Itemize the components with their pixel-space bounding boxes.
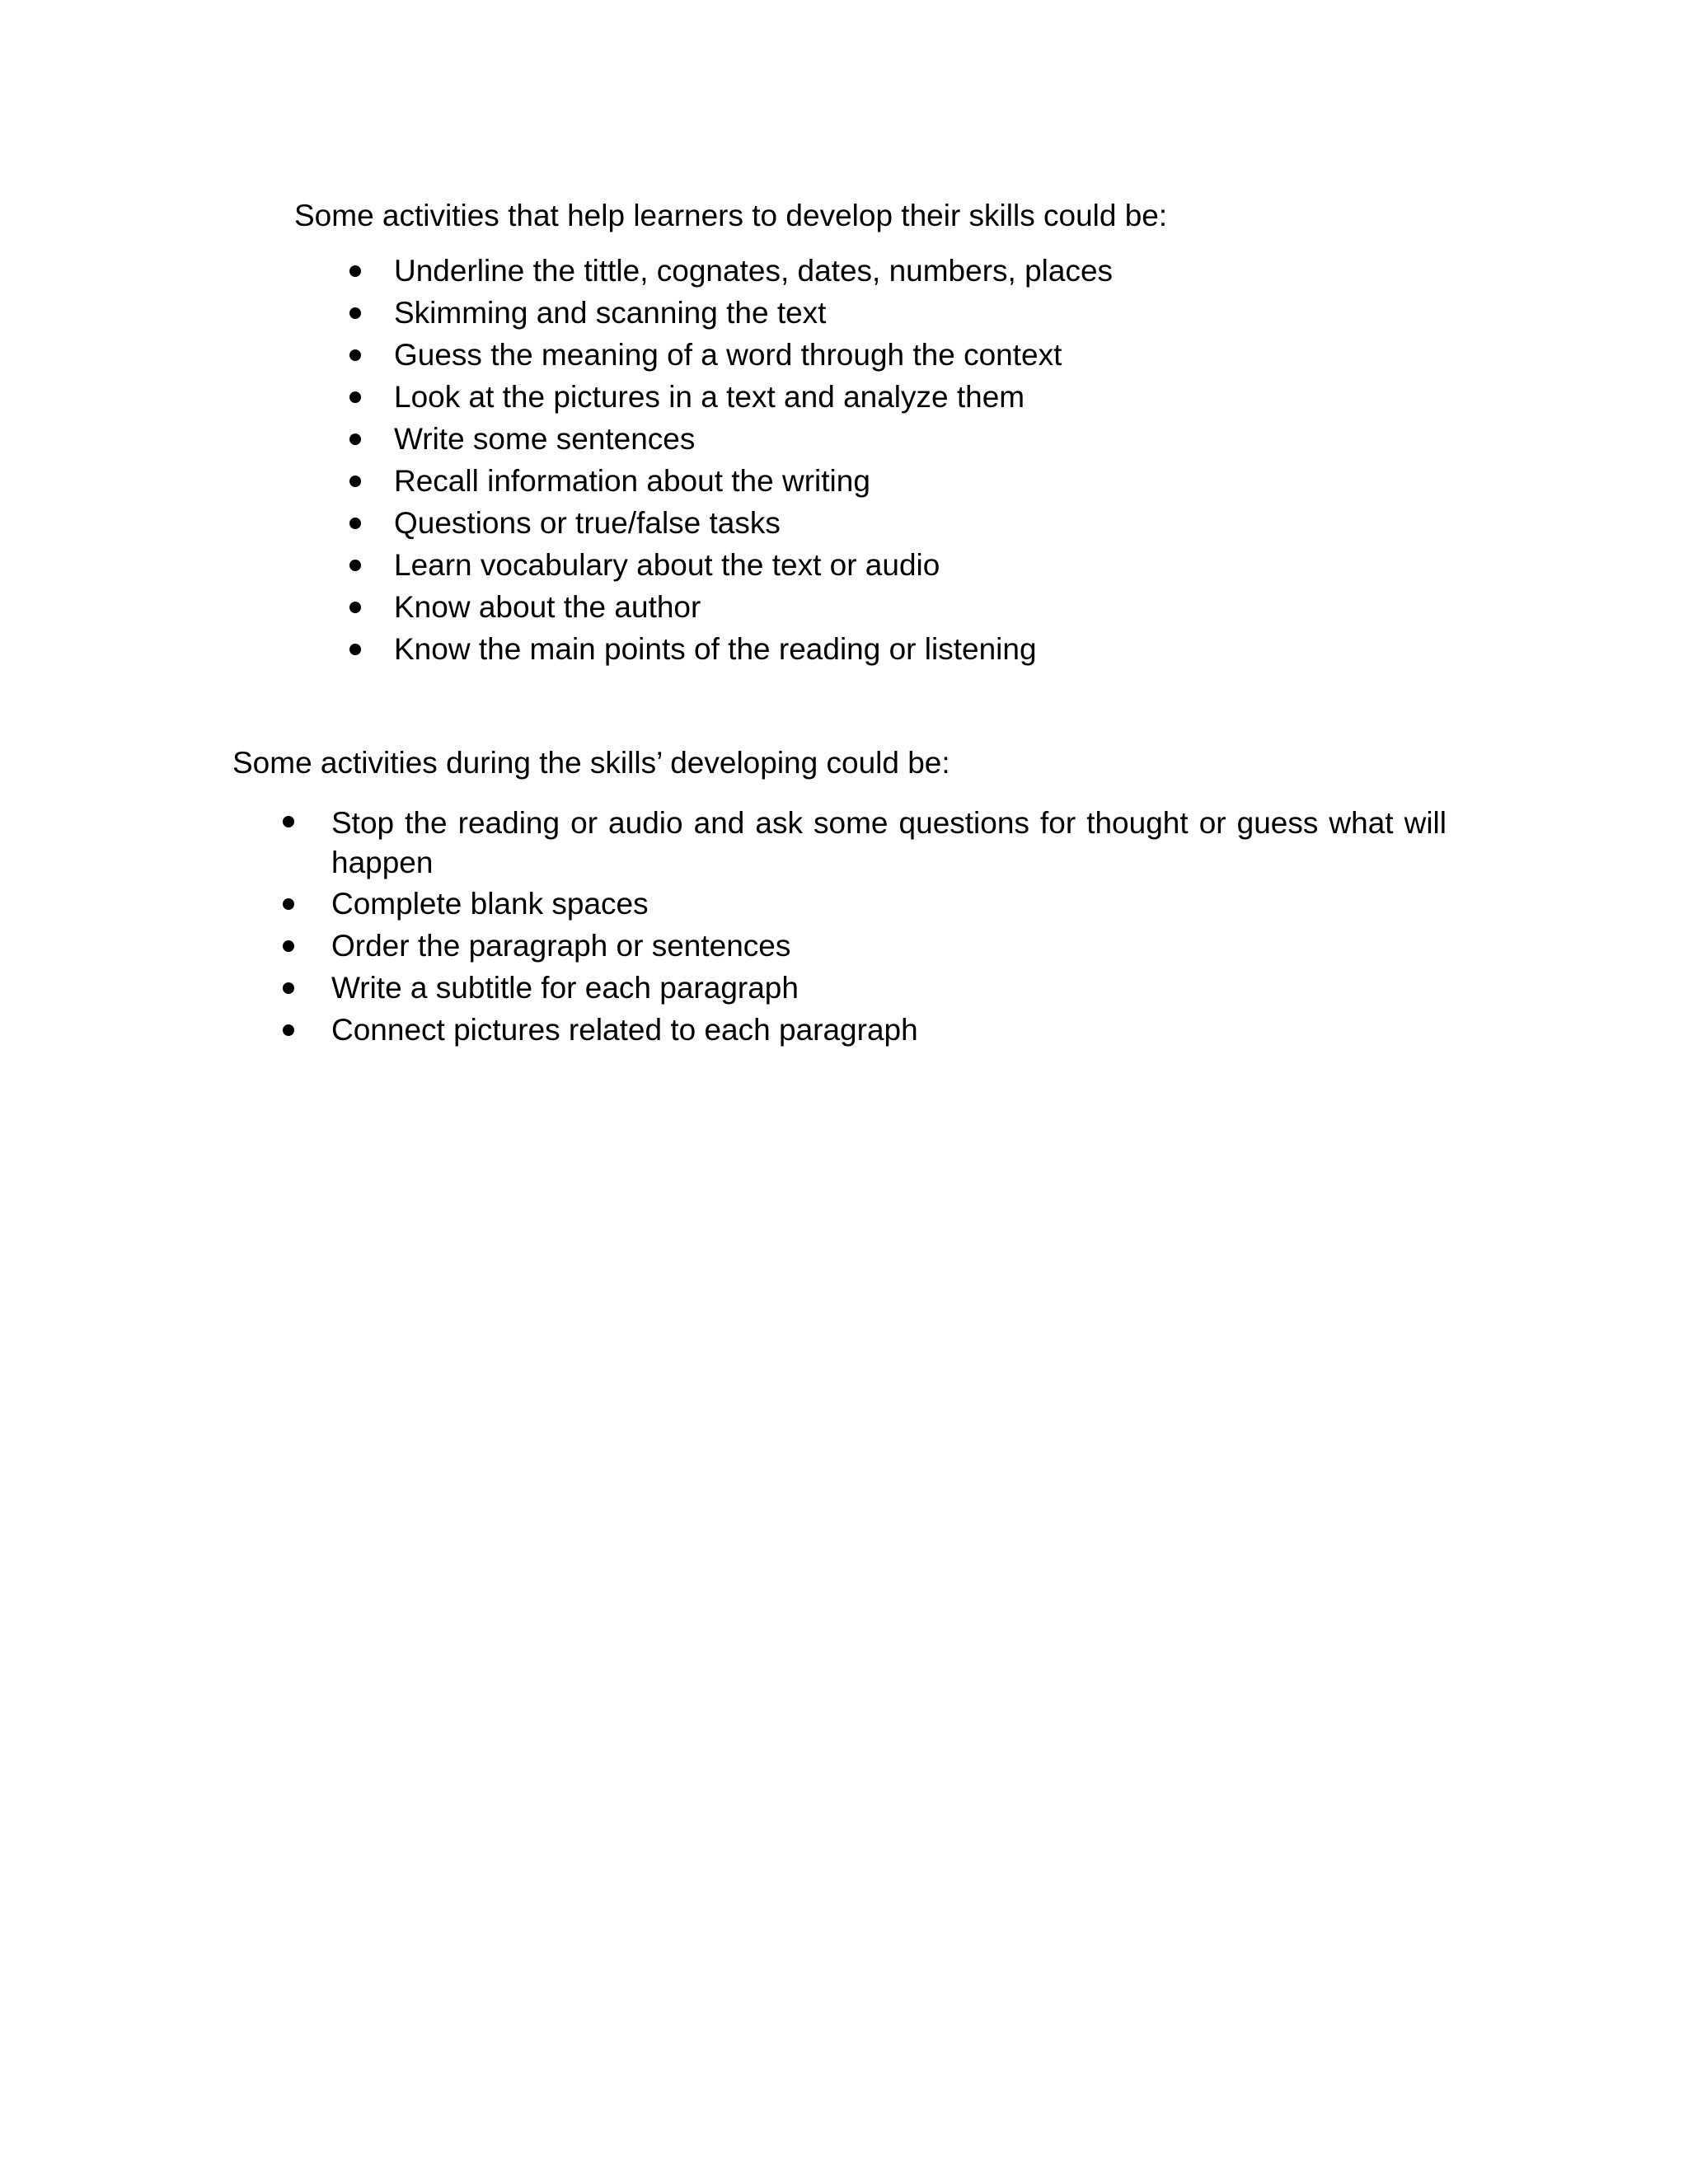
bullet-dot-icon <box>349 434 361 445</box>
bullet-dot-icon <box>349 518 361 529</box>
list-item <box>338 547 1492 589</box>
list-item-text: Connect pictures related to each paragraph <box>331 1013 918 1047</box>
list-item-text: Look at the pictures in a text and analyze them <box>394 380 1025 414</box>
section-two-intro: Some activities during the skills’ developing could be: <box>232 746 950 780</box>
list-item <box>338 589 1492 631</box>
bullet-dot-icon <box>349 265 361 277</box>
list-item-text: Know about the author <box>394 590 701 624</box>
list-item-text: Write some sentences <box>394 422 696 456</box>
list-item <box>338 631 1492 673</box>
bullet-dot-icon <box>349 602 361 613</box>
list-item <box>276 928 1447 970</box>
list-item <box>338 421 1492 463</box>
list-item <box>276 970 1447 1012</box>
list-item-text: Write a subtitle for each paragraph <box>331 971 799 1005</box>
list-item-text: Complete blank spaces <box>331 887 649 921</box>
list-item-text: Stop the reading or audio and ask some questions for thought or guess what will happen <box>331 806 1447 879</box>
bullet-dot-icon <box>349 560 361 571</box>
list-item-text: Guess the meaning of a word through the context <box>394 338 1062 372</box>
list-item-text: Recall information about the writing <box>394 464 870 498</box>
list-item-text: Learn vocabulary about the text or audio <box>394 548 940 582</box>
list-item <box>338 337 1492 379</box>
bullet-dot-icon <box>349 349 361 361</box>
list-item <box>338 295 1492 337</box>
list-item-text: Know the main points of the reading or listening <box>394 632 1037 666</box>
list-item <box>276 1012 1447 1054</box>
list-item <box>276 804 1447 886</box>
bullet-dot-icon <box>349 307 361 319</box>
bullet-dot-icon <box>283 940 294 952</box>
section-two-list <box>276 804 1447 1054</box>
list-item <box>276 886 1447 928</box>
list-item <box>338 505 1492 547</box>
section-one-intro: Some activities that help learners to develop their skills could be: <box>294 199 1168 232</box>
list-item <box>338 253 1492 295</box>
list-item-text: Underline the tittle, cognates, dates, numbers, places <box>394 254 1114 288</box>
bullet-dot-icon <box>283 816 294 827</box>
section-one-list <box>338 253 1492 673</box>
list-item-text: Questions or true/false tasks <box>394 506 781 540</box>
list-item <box>338 463 1492 505</box>
bullet-dot-icon <box>349 391 361 403</box>
list-item <box>338 379 1492 421</box>
bullet-dot-icon <box>283 982 294 994</box>
bullet-dot-icon <box>283 898 294 910</box>
bullet-dot-icon <box>283 1024 294 1036</box>
bullet-dot-icon <box>349 476 361 487</box>
list-item-text: Skimming and scanning the text <box>394 296 827 330</box>
list-item-text: Order the paragraph or sentences <box>331 929 791 963</box>
bullet-dot-icon <box>349 644 361 655</box>
